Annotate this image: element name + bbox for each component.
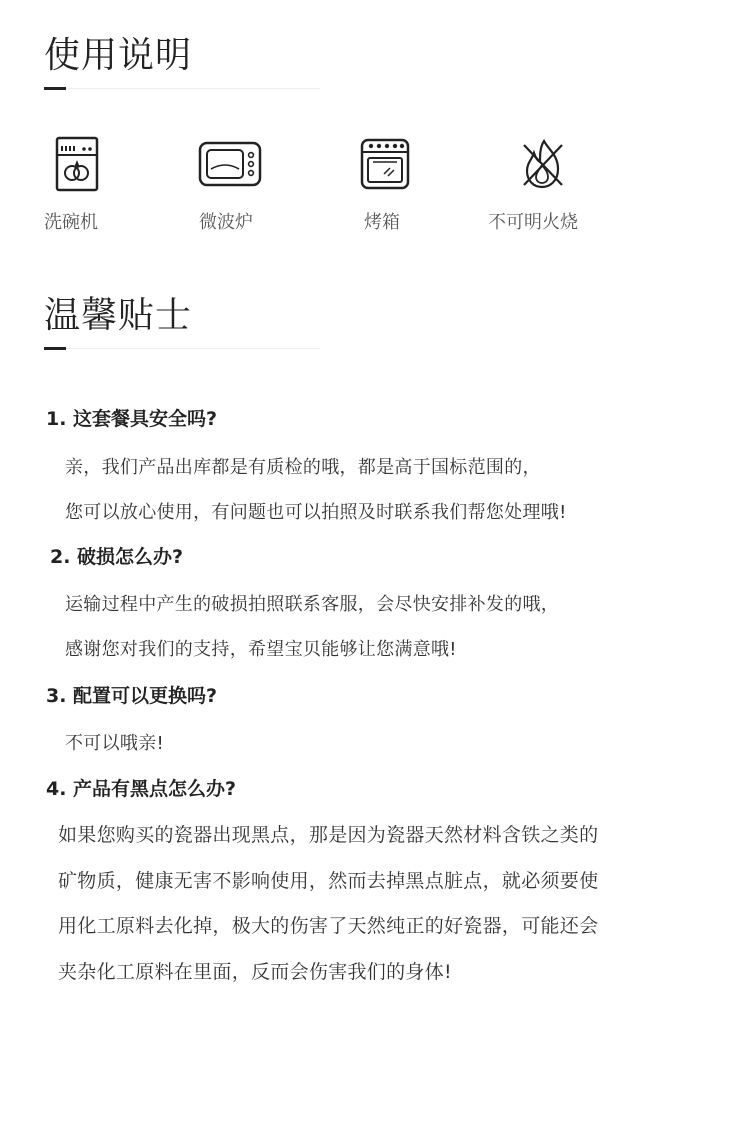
faq-answer-2-line-2: 感谢您对我们的支持，希望宝贝能够让您满意哦! [65, 639, 457, 660]
no-open-flame-icon [508, 134, 578, 194]
faq-answer-4-line-4: 夹杂化工原料在里面，反而会伤害我们的身体! [58, 961, 452, 983]
faq-answer-4-line-2: 矿物质，健康无害不影响使用，然而去掉黑点脏点，就必须要使 [58, 870, 599, 892]
tips-section-title: 温馨贴士 [44, 295, 193, 336]
tips-title-accent [44, 347, 66, 350]
faq-answer-4-line-1: 如果您购买的瓷器出现黑点，那是因为瓷器天然材料含铁之类的 [58, 824, 599, 846]
oven-label: 烤箱 [364, 212, 400, 233]
faq-answer-2-line-1: 运输过程中产生的破损拍照联系客服，会尽快安排补发的哦， [65, 594, 560, 615]
faq-question-2: 2. 破损怎么办? [50, 546, 184, 568]
dishwasher-label: 洗碗机 [44, 212, 98, 233]
usage-title-accent [44, 87, 66, 90]
faq-answer-3-line-1: 不可以哦亲! [65, 733, 165, 754]
oven-icon [350, 134, 420, 194]
faq-answer-1-line-1: 亲，我们产品出库都是有质检的哦，都是高于国标范围的， [65, 457, 541, 478]
no-open-flame-label: 不可明火烧 [488, 212, 578, 233]
microwave-label: 微波炉 [199, 212, 253, 233]
faq-answer-1-line-2: 您可以放心使用，有问题也可以拍照及时联系我们帮您处理哦! [65, 502, 567, 523]
usage-title-divider [44, 88, 320, 89]
usage-section-title: 使用说明 [44, 35, 193, 76]
faq-question-3: 3. 配置可以更换吗? [46, 685, 218, 707]
dishwasher-icon [42, 134, 112, 194]
tips-title-divider [44, 348, 320, 349]
faq-question-1: 1. 这套餐具安全吗? [46, 408, 218, 430]
faq-answer-4-line-3: 用化工原料去化掉，极大的伤害了天然纯正的好瓷器，可能还会 [58, 915, 599, 937]
microwave-icon [195, 134, 265, 194]
faq-question-4: 4. 产品有黑点怎么办? [46, 778, 237, 800]
